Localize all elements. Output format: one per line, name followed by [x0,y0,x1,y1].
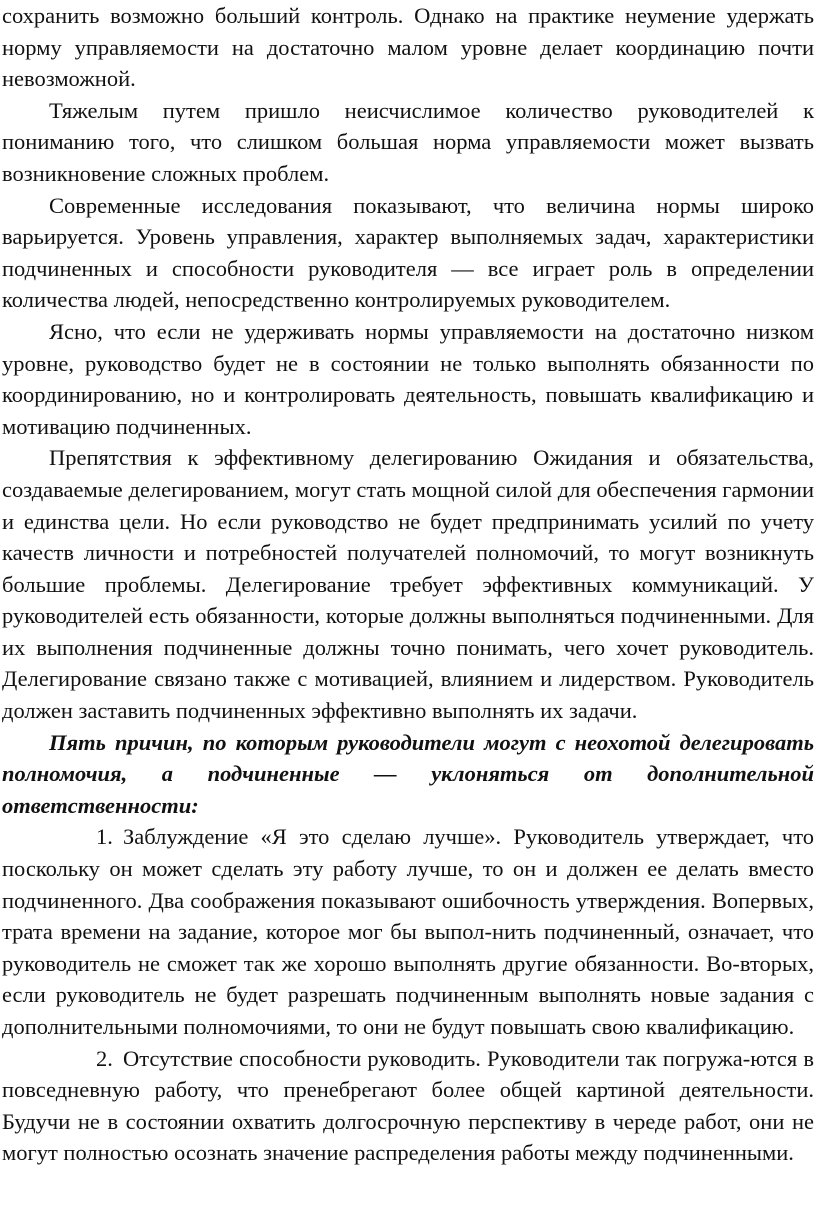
list-item-text: Заблуждение «Я это сделаю лучше». Руководитель утверждает, что поскольку он может сделать эту работу лучше, то он и должен ее делать вместо подчиненного. Два соображения показывают ошибочность утверждения. Вопервых, трата времени на задание, которое мог бы выпол-нить подчиненный, означает, что руководитель не сможет так же хорошо выполнять другие обязанности. Во-вторых, если руководитель не будет разрешать подчиненным выполнять новые задания с дополнительными полномочиями, то они не будут повышать свою квалификацию. [2,824,814,1039]
paragraph: Современные исследования показывают, что величина нормы широко варьируется. Уровень управления, характер выполняемых задач, характеристики подчиненных и способности руководителя — все играет роль в определении количества людей, непосредственно контролируемых руководителем. [2,192,814,313]
list-item-number: 2. [96,1045,113,1071]
section-heading: Пять причин, по которым руководители могут с неохотой делегировать полномочия, а подчиненные — уклоняться от дополнительной ответственности: [2,729,814,818]
list-item [2,1043,814,1169]
paragraph: Препятствия к эффективному делегированию Ожидания и обязательства, создаваемые делегированием, могут стать мощной силой для обеспечения гармонии и единства цели. Но если руководство не будет предпринимать усилий по учету качеств личности и потребностей получателей полномочий, то могут возникнуть большие проблемы. Делегирование требует эффективных коммуникаций. У руководителей есть обязанности, которые должны выполняться подчиненными. Для их выполнения подчиненные должны точно понимать, чего хочет руководитель. Делегирование связано также с мотивацией, влиянием и лидерством. Руководитель должен заставить подчиненных эффективно выполнять их задачи. [2,445,814,724]
list-item-number: 1. [96,824,113,850]
paragraph: Тяжелым путем пришло неисчислимое количество руководителей к пониманию того, что слишком большая норма управляемости может вызвать возникновение сложных проблем. [2,97,814,186]
paragraph-continuation: сохранить возможно больший контроль. Однако на практике неумение удержать норму управляемости на достаточно малом уровне делает координацию почти невозможной. [2,3,814,92]
list-item [2,821,814,1042]
paragraph: Ясно, что если не удерживать нормы управляемости на достаточно низком уровне, руководство будет не в состоянии не только выполнять обязанности по координированию, но и контролировать деятельность, повышать квалификацию и мотивацию подчиненных. [2,318,814,439]
list-item-text: Отсутствие способности руководить. Руководители так погружа-ются в повседневную работу, что пренебрегают более общей картиной деятельности. Будучи не в состоянии охватить долгосрочную перспективу в череде работ, они не могут полностью осознать значение распределения работы между подчиненными. [2,1045,814,1166]
